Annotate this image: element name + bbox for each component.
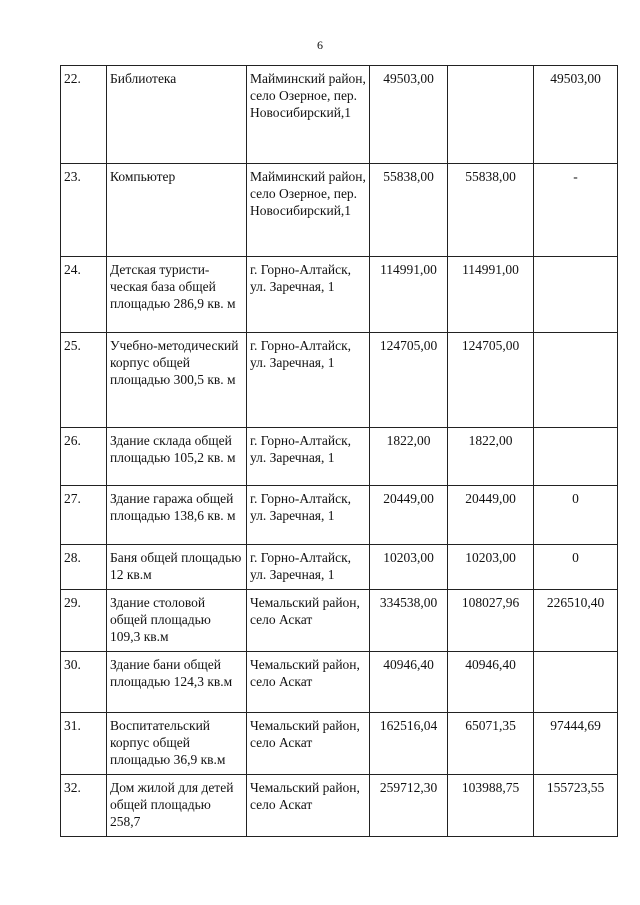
value-cell-1: 162516,04 — [370, 713, 448, 775]
row-number: 27. — [61, 486, 107, 545]
object-name: Воспитательский корпус общей площадью 36,9 кв.м — [107, 713, 247, 775]
value-cell-1: 124705,00 — [370, 333, 448, 428]
value-cell-1: 10203,00 — [370, 545, 448, 590]
table-row — [61, 66, 618, 164]
value-cell-2: 1822,00 — [448, 428, 534, 486]
object-name: Баня общей площадью 12 кв.м — [107, 545, 247, 590]
value-cell-3: 0 — [534, 545, 618, 590]
table-row — [61, 590, 618, 652]
object-address: Майминский район, село Озерное, пер. Новосибирский,1 — [247, 66, 370, 164]
value-cell-2: 114991,00 — [448, 257, 534, 333]
value-cell-1: 1822,00 — [370, 428, 448, 486]
table-body — [61, 66, 618, 837]
object-address: Майминский район, село Озерное, пер. Новосибирский,1 — [247, 164, 370, 257]
value-cell-1: 49503,00 — [370, 66, 448, 164]
object-name: Детская туристи-ческая база общей площадью 286,9 кв. м — [107, 257, 247, 333]
table-row — [61, 164, 618, 257]
value-cell-2: 108027,96 — [448, 590, 534, 652]
value-cell-2: 55838,00 — [448, 164, 534, 257]
table-row — [61, 257, 618, 333]
object-name: Библиотека — [107, 66, 247, 164]
table-row — [61, 652, 618, 713]
table-row — [61, 545, 618, 590]
value-cell-3: 97444,69 — [534, 713, 618, 775]
row-number: 22. — [61, 66, 107, 164]
object-name: Здание столовой общей площадью 109,3 кв.м — [107, 590, 247, 652]
value-cell-3 — [534, 428, 618, 486]
object-address: г. Горно-Алтайск, ул. Заречная, 1 — [247, 257, 370, 333]
row-number: 31. — [61, 713, 107, 775]
object-address: Чемальский район, село Аскат — [247, 590, 370, 652]
object-name: Учебно-методический корпус общей площадью 300,5 кв. м — [107, 333, 247, 428]
value-cell-3: 226510,40 — [534, 590, 618, 652]
table-row — [61, 713, 618, 775]
row-number: 28. — [61, 545, 107, 590]
value-cell-3: 0 — [534, 486, 618, 545]
object-address: Чемальский район, село Аскат — [247, 775, 370, 837]
value-cell-2: 124705,00 — [448, 333, 534, 428]
table-row — [61, 428, 618, 486]
object-name: Компьютер — [107, 164, 247, 257]
value-cell-1: 55838,00 — [370, 164, 448, 257]
row-number: 29. — [61, 590, 107, 652]
object-name: Здание гаража общей площадью 138,6 кв. м — [107, 486, 247, 545]
assets-table — [60, 65, 618, 837]
table-row — [61, 333, 618, 428]
row-number: 32. — [61, 775, 107, 837]
value-cell-1: 20449,00 — [370, 486, 448, 545]
object-address: г. Горно-Алтайск, ул. Заречная, 1 — [247, 428, 370, 486]
row-number: 24. — [61, 257, 107, 333]
row-number: 25. — [61, 333, 107, 428]
object-address: г. Горно-Алтайск, ул. Заречная, 1 — [247, 333, 370, 428]
object-address: г. Горно-Алтайск, ул. Заречная, 1 — [247, 486, 370, 545]
value-cell-2: 40946,40 — [448, 652, 534, 713]
value-cell-3: 49503,00 — [534, 66, 618, 164]
value-cell-3 — [534, 652, 618, 713]
value-cell-2: 20449,00 — [448, 486, 534, 545]
row-number: 30. — [61, 652, 107, 713]
row-number: 26. — [61, 428, 107, 486]
value-cell-2: 103988,75 — [448, 775, 534, 837]
value-cell-3 — [534, 257, 618, 333]
row-number: 23. — [61, 164, 107, 257]
object-name: Здание склада общей площадью 105,2 кв. м — [107, 428, 247, 486]
value-cell-3 — [534, 333, 618, 428]
value-cell-2: 10203,00 — [448, 545, 534, 590]
value-cell-1: 334538,00 — [370, 590, 448, 652]
value-cell-3: 155723,55 — [534, 775, 618, 837]
object-address: Чемальский район, село Аскат — [247, 652, 370, 713]
object-name: Здание бани общей площадью 124,3 кв.м — [107, 652, 247, 713]
value-cell-2: 65071,35 — [448, 713, 534, 775]
value-cell-1: 40946,40 — [370, 652, 448, 713]
object-address: Чемальский район, село Аскат — [247, 713, 370, 775]
page-number: 6 — [317, 38, 323, 52]
value-cell-3: - — [534, 164, 618, 257]
table-row — [61, 775, 618, 837]
value-cell-1: 259712,30 — [370, 775, 448, 837]
object-name: Дом жилой для детей общей площадью 258,7 — [107, 775, 247, 837]
value-cell-1: 114991,00 — [370, 257, 448, 333]
table-row — [61, 486, 618, 545]
value-cell-2 — [448, 66, 534, 164]
object-address: г. Горно-Алтайск, ул. Заречная, 1 — [247, 545, 370, 590]
